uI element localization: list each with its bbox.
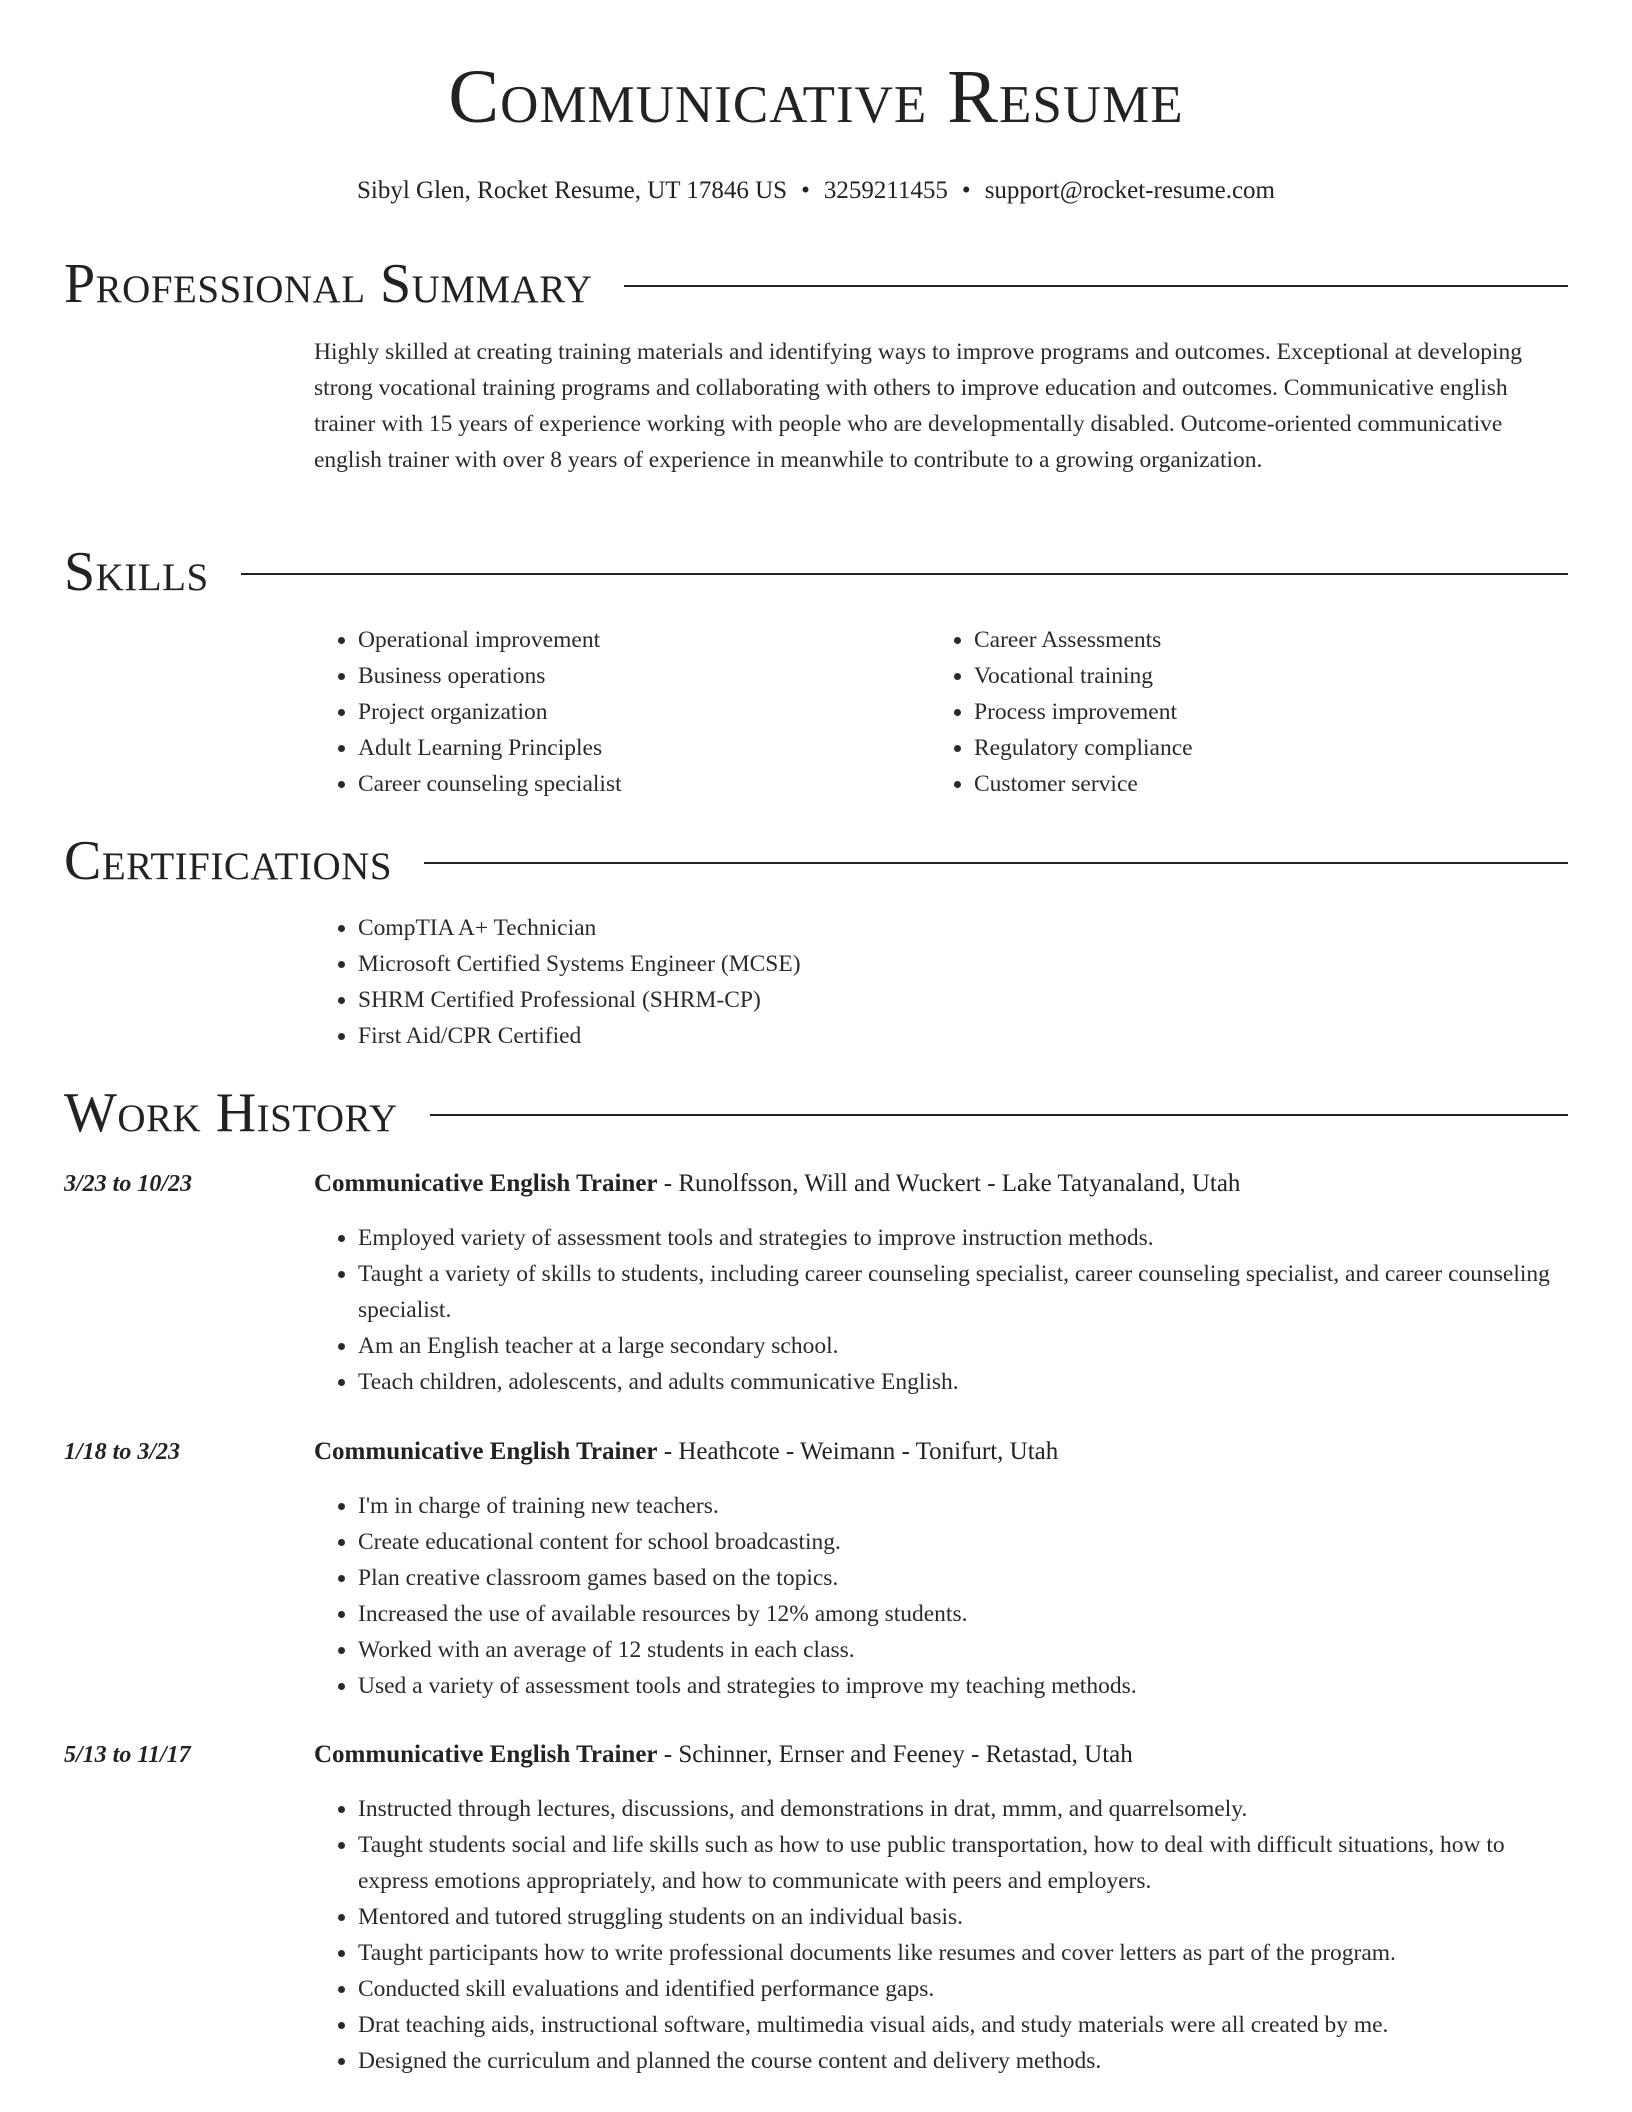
section-divider xyxy=(624,285,1568,287)
certifications-section-header xyxy=(64,829,1568,893)
job-bullet: • Used a variety of assessment tools and strategies to improve my teaching methods. xyxy=(358,1668,1568,1704)
job-dates: 3/23 to 10/23 xyxy=(64,1171,193,1197)
skills-list xyxy=(314,622,1568,802)
skill-item: • Adult Learning Principles xyxy=(358,730,930,766)
job-bullet: • Taught participants how to write professional documents like resumes and cover letters as part of the program. xyxy=(358,1935,1568,1971)
job-employer: - Runolfsson, Will and Wuckert - Lake Tatyanaland, Utah xyxy=(657,1170,1241,1197)
job-bullet: • Taught a variety of skills to students, including career counseling specialist, career counseling specialist, and career counseling specialist. xyxy=(358,1256,1568,1328)
job-bullet-list xyxy=(314,1488,1568,1704)
job-title: Communicative English Trainer xyxy=(314,1438,658,1465)
skill-item: • Career counseling specialist xyxy=(358,766,930,802)
contact-address: Sibyl Glen, Rocket Resume, UT 17846 US xyxy=(357,177,788,204)
skills-section-header xyxy=(64,540,1568,604)
job-bullet: • Create educational content for school broadcasting. xyxy=(358,1524,1568,1560)
job-bullet: • Instructed through lectures, discussions, and demonstrations in drat, mmm, and quarrelsomely. xyxy=(358,1791,1568,1827)
summary-heading: Professional Summary xyxy=(64,253,593,315)
contact-line xyxy=(0,174,1632,208)
job-bullet: • Plan creative classroom games based on the topics. xyxy=(358,1560,1568,1596)
job-bullet: • Employed variety of assessment tools and strategies to improve instruction methods. xyxy=(358,1220,1568,1256)
certification-item: • CompTIA A+ Technician xyxy=(358,910,1568,946)
job-employer: - Heathcote - Weimann - Tonifurt, Utah xyxy=(657,1438,1059,1465)
skill-item: • Vocational training xyxy=(974,658,1546,694)
certifications-heading: Certifications xyxy=(64,830,393,892)
job-bullet: • Designed the curriculum and planned the course content and delivery methods. xyxy=(358,2043,1568,2079)
skill-item: • Customer service xyxy=(974,766,1546,802)
job-bullet: • Mentored and tutored struggling students on an individual basis. xyxy=(358,1899,1568,1935)
job-dates: 5/13 to 11/17 xyxy=(64,1742,191,1768)
job-bullet-list xyxy=(314,1220,1568,1400)
skill-item: • Process improvement xyxy=(974,694,1546,730)
job-bullet: • Increased the use of available resources by 12% among students. xyxy=(358,1596,1568,1632)
job-bullet: • Drat teaching aids, instructional software, multimedia visual aids, and study materials were all created by me. xyxy=(358,2007,1568,2043)
skill-item: • Operational improvement xyxy=(358,622,930,658)
skills-heading: Skills xyxy=(64,541,209,603)
job-title: Communicative English Trainer xyxy=(314,1170,658,1197)
work-history-section-header xyxy=(64,1081,1568,1145)
job-bullet: • Taught students social and life skills such as how to use public transportation, how to deal with difficult situations, how to express emotions appropriately, and how to communicate with peers and employers. xyxy=(358,1827,1568,1899)
job-bullet: • Worked with an average of 12 students in each class. xyxy=(358,1632,1568,1668)
job-bullet: • Teach children, adolescents, and adults communicative English. xyxy=(358,1364,1568,1400)
contact-phone: 3259211455 xyxy=(823,177,948,204)
resume-title: Communicative Resume xyxy=(448,55,1184,139)
section-divider xyxy=(241,573,1568,575)
summary-text: Highly skilled at creating training materials and identifying ways to improve programs and outcomes. Exceptional at developing strong vocational training programs and collaborating with others to improve education and outcomes. Communicative english trainer with 15 years of experience working with people who are developmentally disabled. Outcome-oriented communicative english trainer with over 8 years of experience in meanwhile to contribute to a growing organization. xyxy=(314,339,1522,473)
summary-section-header xyxy=(64,252,1568,316)
job-title: Communicative English Trainer xyxy=(314,1741,658,1768)
skills-column-left xyxy=(314,622,930,802)
job-employer: - Schinner, Ernser and Feeney - Retastad, Utah xyxy=(657,1741,1133,1768)
certification-item: • SHRM Certified Professional (SHRM-CP) xyxy=(358,982,1568,1018)
section-divider xyxy=(430,1114,1568,1116)
job-heading xyxy=(314,1737,1568,1773)
certifications-list xyxy=(314,910,1568,1054)
job-bullet: • Conducted skill evaluations and identified performance gaps. xyxy=(358,1971,1568,2007)
skill-item: • Regulatory compliance xyxy=(974,730,1546,766)
job-bullet-list xyxy=(314,1791,1568,2079)
work-history-heading: Work History xyxy=(64,1082,398,1144)
certification-item: • First Aid/CPR Certified xyxy=(358,1018,1568,1054)
skills-column-right xyxy=(930,622,1546,802)
certification-item: • Microsoft Certified Systems Engineer (MCSE) xyxy=(358,946,1568,982)
section-divider xyxy=(424,862,1568,864)
skill-item: • Project organization xyxy=(358,694,930,730)
contact-separator: • xyxy=(801,177,810,204)
skill-item: • Business operations xyxy=(358,658,930,694)
skill-item: • Career Assessments xyxy=(974,622,1546,658)
contact-email: support@rocket-resume.com xyxy=(984,177,1275,204)
contact-separator: • xyxy=(961,177,971,204)
job-dates: 1/18 to 3/23 xyxy=(64,1439,181,1465)
job-bullet: • Am an English teacher at a large secondary school. xyxy=(358,1328,1568,1364)
job-bullet: • I'm in charge of training new teachers. xyxy=(358,1488,1568,1524)
job-heading xyxy=(314,1434,1568,1470)
job-heading xyxy=(314,1166,1568,1202)
